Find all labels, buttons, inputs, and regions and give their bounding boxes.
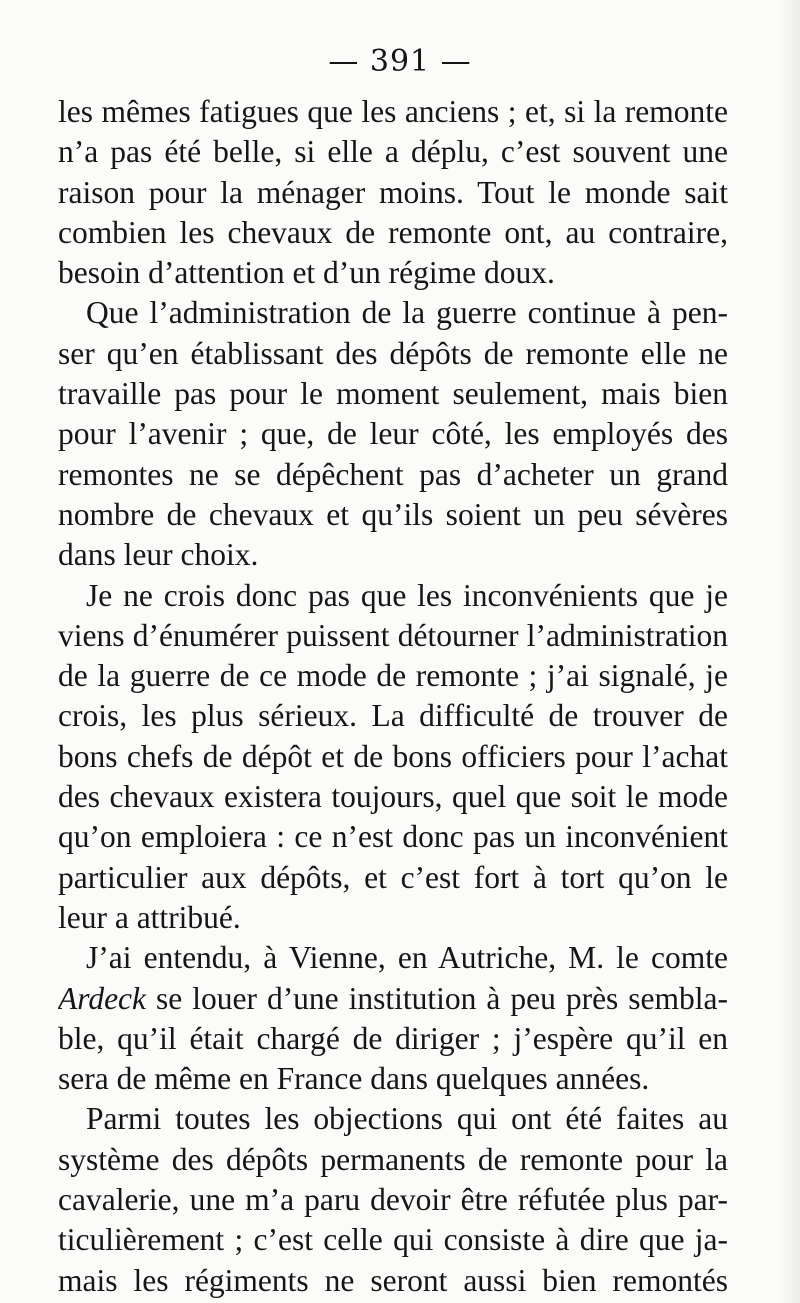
text-line: Parmi toutes les objections qui ont été faites au bbox=[86, 1101, 728, 1137]
paragraph-2 bbox=[58, 293, 728, 575]
text-line: ble, qu’il était chargé de diriger ; j’espère qu’il en bbox=[58, 1020, 728, 1056]
text-line: Que l’administration de la guerre continue à pen- bbox=[86, 295, 728, 331]
text-line: besoin d’attention et d’un régime doux. bbox=[58, 255, 555, 291]
text-line: sera de même en France dans quelques années. bbox=[58, 1061, 650, 1097]
paragraph-1 bbox=[58, 92, 728, 293]
text-line: combien les chevaux de remonte ont, au contraire, bbox=[58, 214, 728, 250]
text-line: Je ne crois donc pas que les inconvénients que je bbox=[86, 577, 728, 613]
text-line: cavalerie, une m’a paru devoir être réfutée plus par- bbox=[58, 1182, 728, 1218]
text-line: nombre de chevaux et qu’ils soient un peu sévères bbox=[58, 496, 728, 532]
page-body bbox=[58, 92, 728, 1301]
text-line: particulier aux dépôts, et c’est fort à tort qu’on le bbox=[58, 859, 728, 895]
paragraph-3 bbox=[58, 576, 728, 939]
page-number: — 391 — bbox=[328, 44, 472, 79]
text-line: Ardeck se louer d’une institution à peu près sembla- bbox=[58, 980, 728, 1016]
text-line: les mêmes fatigues que les anciens ; et, si la remonte bbox=[58, 94, 728, 129]
text-line: ticulièrement ; c’est celle qui consiste à dire que ja- bbox=[58, 1222, 728, 1258]
text-line: système des dépôts permanents de remonte pour la bbox=[58, 1141, 728, 1177]
paragraph-5 bbox=[58, 1099, 728, 1300]
text-line: de la guerre de ce mode de remonte ; j’ai signalé, je bbox=[58, 658, 728, 694]
text-line: raison pour la ménager moins. Tout le monde sait bbox=[58, 174, 728, 210]
text-line: travaille pas pour le moment seulement, mais bien bbox=[58, 376, 728, 412]
text-line: J’ai entendu, à Vienne, en Autriche, M. le comte bbox=[86, 940, 728, 976]
text-line: des chevaux existera toujours, quel que soit le mode bbox=[58, 779, 728, 815]
text-line: remontes ne se dépêchent pas d’acheter un grand bbox=[58, 456, 728, 492]
text-line: dans leur choix. bbox=[58, 537, 259, 573]
text-line: mais les régiments ne seront aussi bien remontés bbox=[58, 1262, 728, 1298]
text-line: bons chefs de dépôt et de bons officiers pour l’achat bbox=[58, 738, 728, 774]
text-line: crois, les plus sérieux. La difficulté de trouver de bbox=[58, 698, 728, 734]
text-line: qu’on emploiera : ce n’est donc pas un inconvénient bbox=[58, 819, 728, 855]
text-line: viens d’énumérer puissent détourner l’administration bbox=[58, 617, 728, 653]
proper-name: Ardeck bbox=[58, 980, 147, 1016]
paragraph-4 bbox=[58, 938, 728, 1099]
page-edge-shadow bbox=[778, 0, 800, 1303]
text-line: ser qu’en établissant des dépôts de remonte elle ne bbox=[58, 335, 728, 371]
text-line: pour l’avenir ; que, de leur côté, les employés des bbox=[58, 416, 728, 452]
text-line: n’a pas été belle, si elle a déplu, c’est souvent une bbox=[58, 134, 728, 170]
text-line: leur a attribué. bbox=[58, 899, 241, 935]
